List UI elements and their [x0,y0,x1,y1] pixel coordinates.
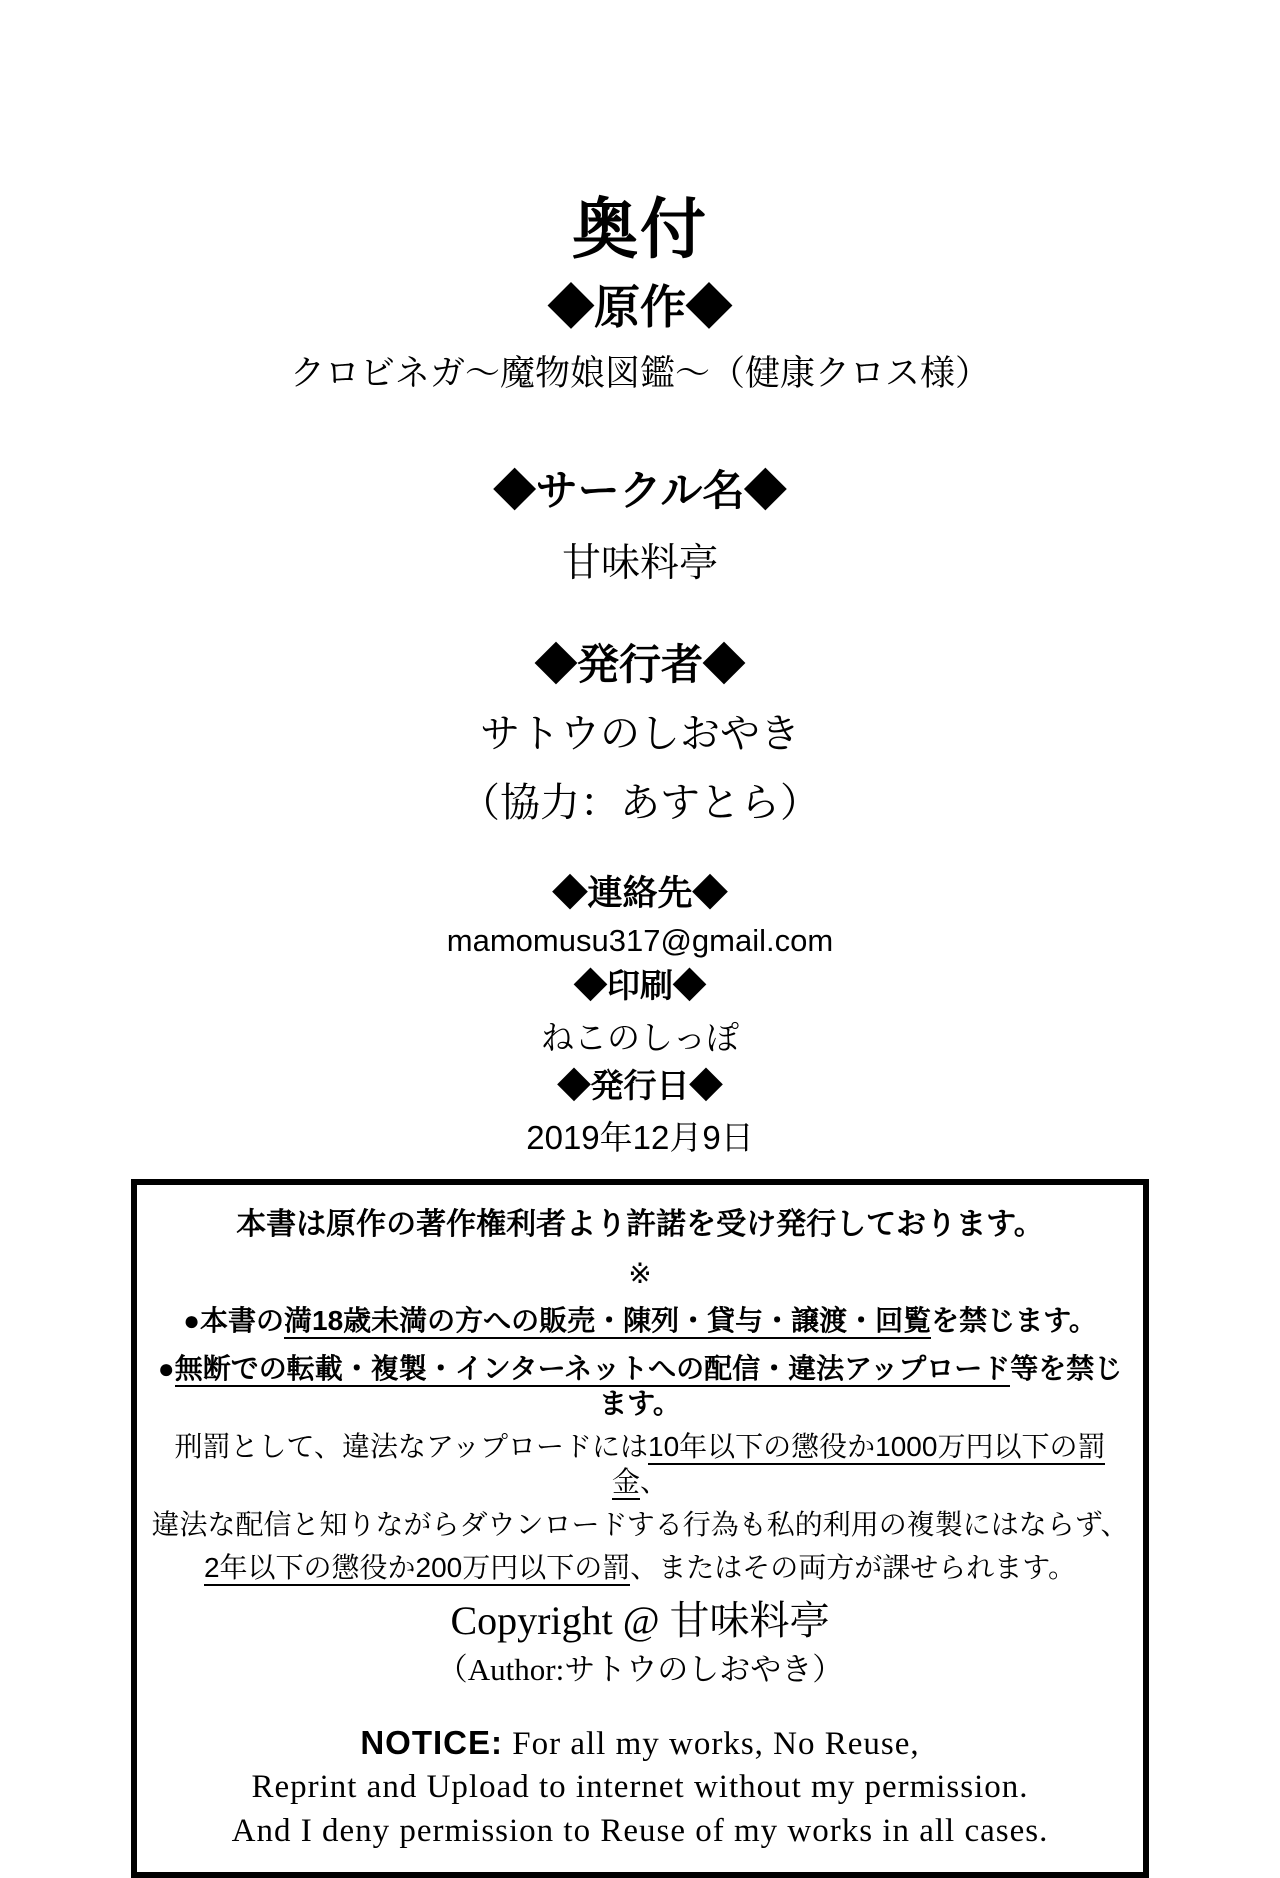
notice-line-1-text: For all my works, No Reuse, [503,1725,920,1762]
publisher-cooperation-note: （協力：あすとら） [460,781,820,825]
publisher-heading: ◆発行者◆ [534,641,745,688]
penalty-upload-underlined: 10年以下の懲役か1000万円以下の罰金 [612,1431,1105,1500]
penalty-sentence-line [147,1550,1133,1585]
legal-notice-box [131,1179,1149,1878]
circle-name-value: 甘味料亭 [561,542,718,585]
publication-date-value: 2019年12月9日 [526,1119,754,1156]
notice-line-3: And I deny permission to Reuse of my works in all cases. [231,1812,1049,1849]
english-notice [147,1721,1133,1854]
circle-name-heading: ◆サークル名◆ [493,467,787,514]
rule-no-minors [147,1303,1133,1338]
copyright-line: Copyright @ 甘味料亭 [450,1597,830,1643]
permission-statement: 本書は原作の著作権利者より許諾を受け発行しております。 [236,1208,1044,1241]
original-work-value: クロビネガ～魔物娘図鑑～（健康クロス様） [289,354,990,393]
notice-line-1 [147,1721,1133,1767]
notice-label: NOTICE: [360,1723,504,1761]
reference-mark: ※ [628,1258,652,1289]
printer-value: ねこのしっぽ [541,1019,739,1056]
page-title: 奥付 [572,192,708,266]
penalty-download-line: 違法な配信と知りながらダウンロードする行為も私的利用の複製にはならず、 [151,1508,1129,1540]
publication-date-heading: ◆発行日◆ [557,1067,723,1104]
rule-no-minors-underlined: 満18歳未満の方への販売・陳列・貸与・譲渡・回覧 [284,1305,931,1339]
penalty-sentence-underlined: 2年以下の懲役か200万円以下の罰 [204,1552,630,1586]
author-line: （Author:サトウのしおやき） [436,1651,844,1687]
contact-email: mamomusu317@gmail.com [446,923,834,958]
publisher-value: サトウのしおやき [480,712,800,756]
rule-no-reproduction-underlined: 無断での転載・複製・インターネットへの配信・違法アップロード [175,1353,1011,1387]
penalty-upload-suffix: 、 [640,1465,669,1497]
original-work-heading: ◆原作◆ [548,281,732,333]
rule-no-reproduction-suffix: 等を禁じます。 [599,1352,1123,1419]
penalty-sentence-suffix: 、またはその両方が課せられます。 [630,1551,1077,1583]
printer-heading: ◆印刷◆ [574,967,706,1004]
rule-no-reproduction-prefix: ● [157,1352,175,1384]
notice-line-2: Reprint and Upload to internet without my permission. [251,1769,1029,1806]
penalty-upload-prefix: 刑罰として、違法なアップロードには [174,1430,649,1462]
contact-heading: ◆連絡先◆ [552,874,728,913]
rule-no-minors-prefix: ●本書の [183,1304,284,1336]
rule-no-reproduction [147,1351,1133,1421]
rule-no-minors-suffix: を禁じます。 [931,1304,1097,1336]
penalty-upload-line [147,1429,1133,1499]
